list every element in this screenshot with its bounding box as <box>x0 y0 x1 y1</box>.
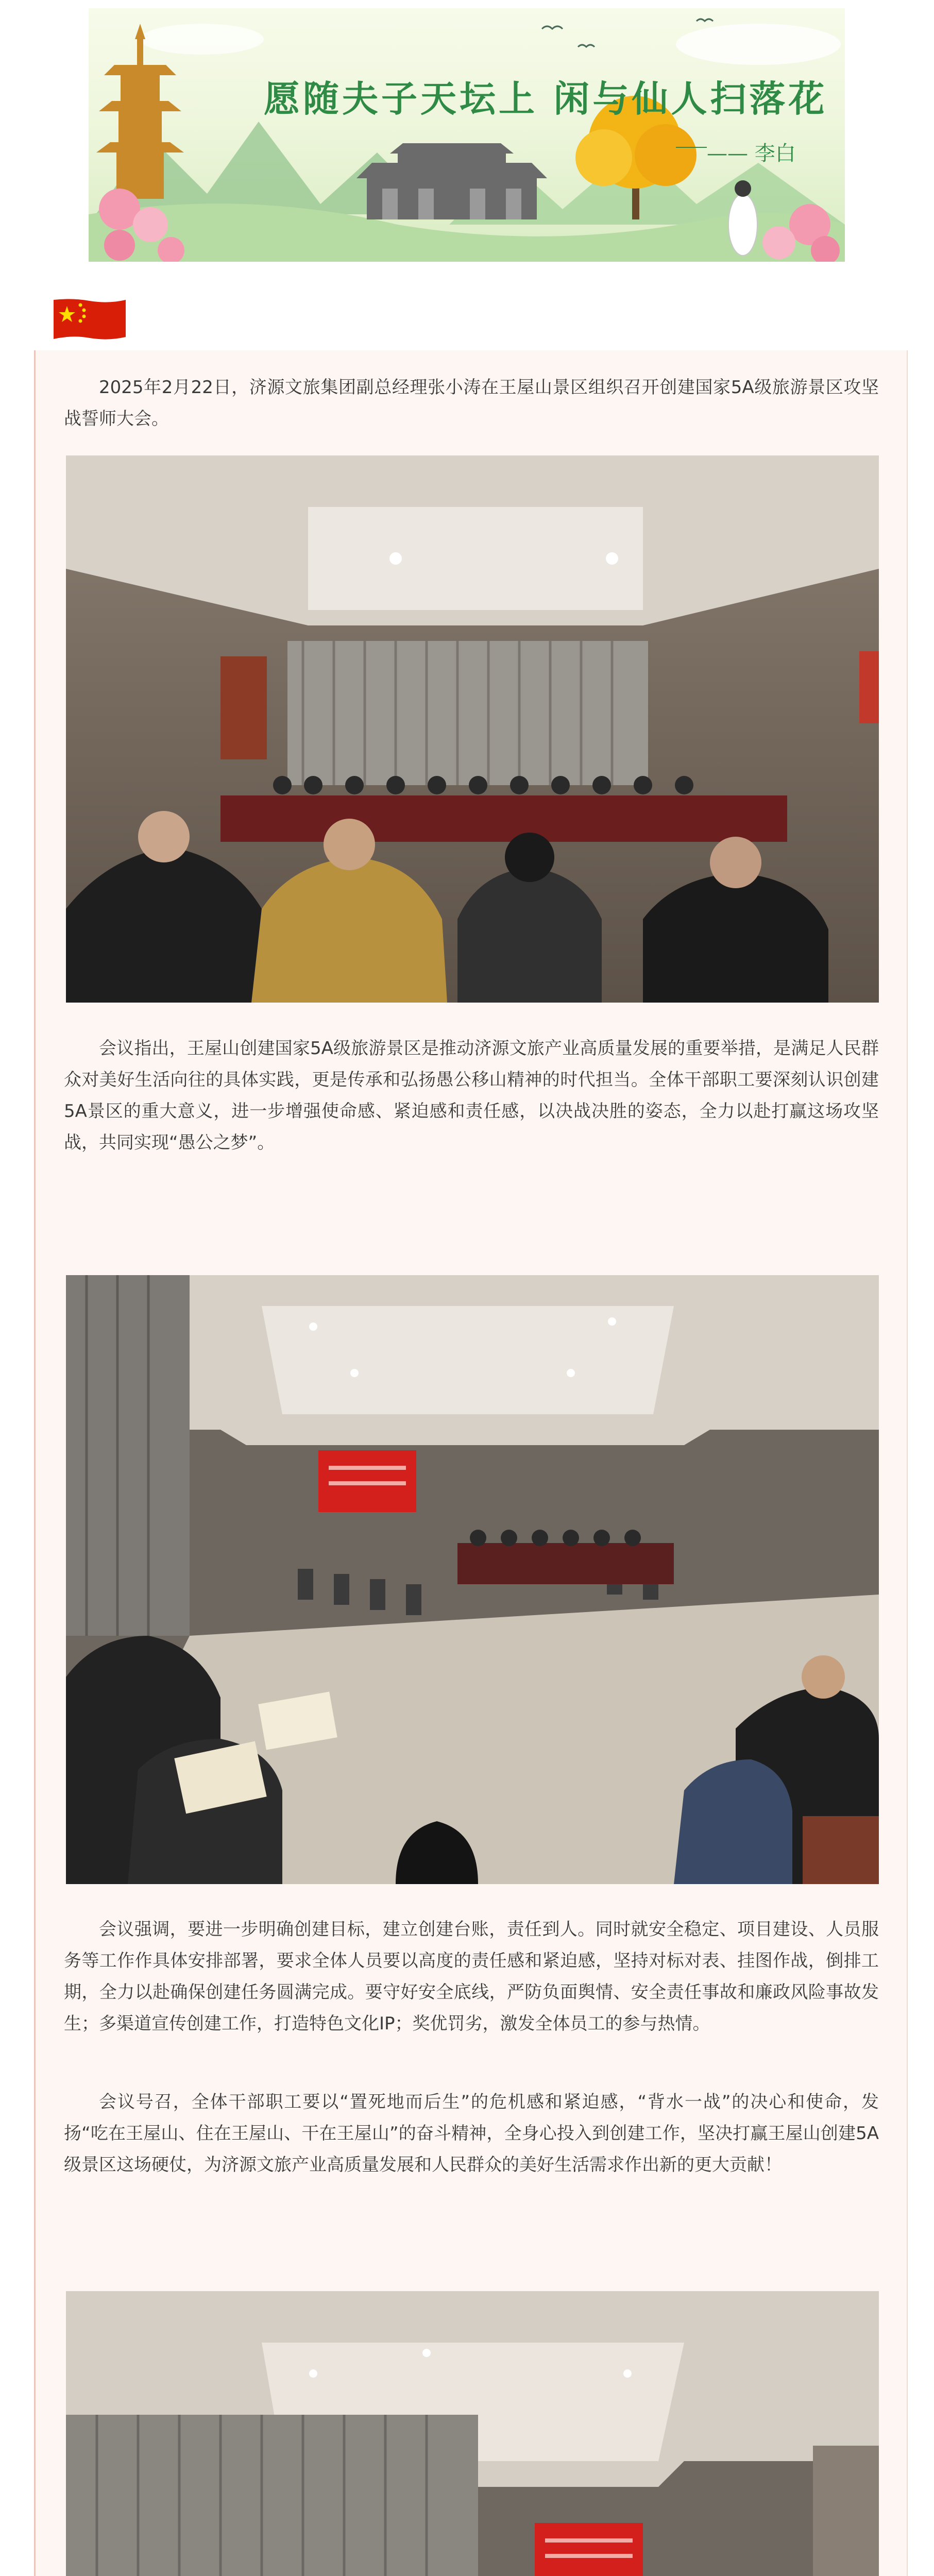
photo-meeting-3 <box>66 2291 879 2576</box>
banner-illustration <box>89 8 845 262</box>
header-banner <box>89 8 845 262</box>
photo-meeting-1 <box>66 455 879 1003</box>
flag-icon <box>52 298 128 341</box>
card-border <box>907 350 908 2576</box>
paragraph-1: 2025年2月22日，济源文旅集团副总经理张小涛在王屋山景区组织召开创建国家5A级旅游景区攻坚战誓师大会。 <box>64 377 879 429</box>
paragraph-2: 会议指出，王屋山创建国家5A级旅游景区是推动济源文旅产业高质量发展的重要举措，是满足人民群众对美好生活向往的具体实践，更是传承和弘扬愚公移山精神的时代担当。全体干部职工要深刻认识创建5A景区的重大意义，进一步增强使命感、紧迫感和责任感，以决战决胜的姿态，全力以赴打赢这场攻坚战，共同实现“愚公之梦”。 <box>64 1038 879 1153</box>
banner-poem: 愿随夫子天坛上 闲与仙人扫落花 <box>264 77 828 120</box>
photo-meeting-2 <box>66 1275 879 1884</box>
banner-author: —— 李白 <box>707 142 796 165</box>
paragraph-3: 会议强调，要进一步明确创建目标，建立创建台账，责任到人。同时就安全稳定、项目建设、人员服务等工作作具体安排部署，要求全体人员要以高度的责任感和紧迫感，坚持对标对表、挂图作战，倒排工期，全力以赴确保创建任务圆满完成。要守好安全底线，严防负面舆情、安全责任事故和廉政风险事故发生；多渠道宣传创建工作，打造特色文化IP；奖优罚劣，激发全体员工的参与热情。 <box>64 1919 879 2034</box>
paragraph-4: 会议号召，全体干部职工要以“置死地而后生”的危机感和紧迫感，“背水一战”的决心和使命，发扬“吃在王屋山、住在王屋山、干在王屋山”的奋斗精神，全身心投入到创建工作，坚决打赢王屋山创建5A级景区这场硬仗，为济源文旅产业高质量发展和人民群众的美好生活需求作出新的更大贡献！ <box>64 2092 879 2175</box>
